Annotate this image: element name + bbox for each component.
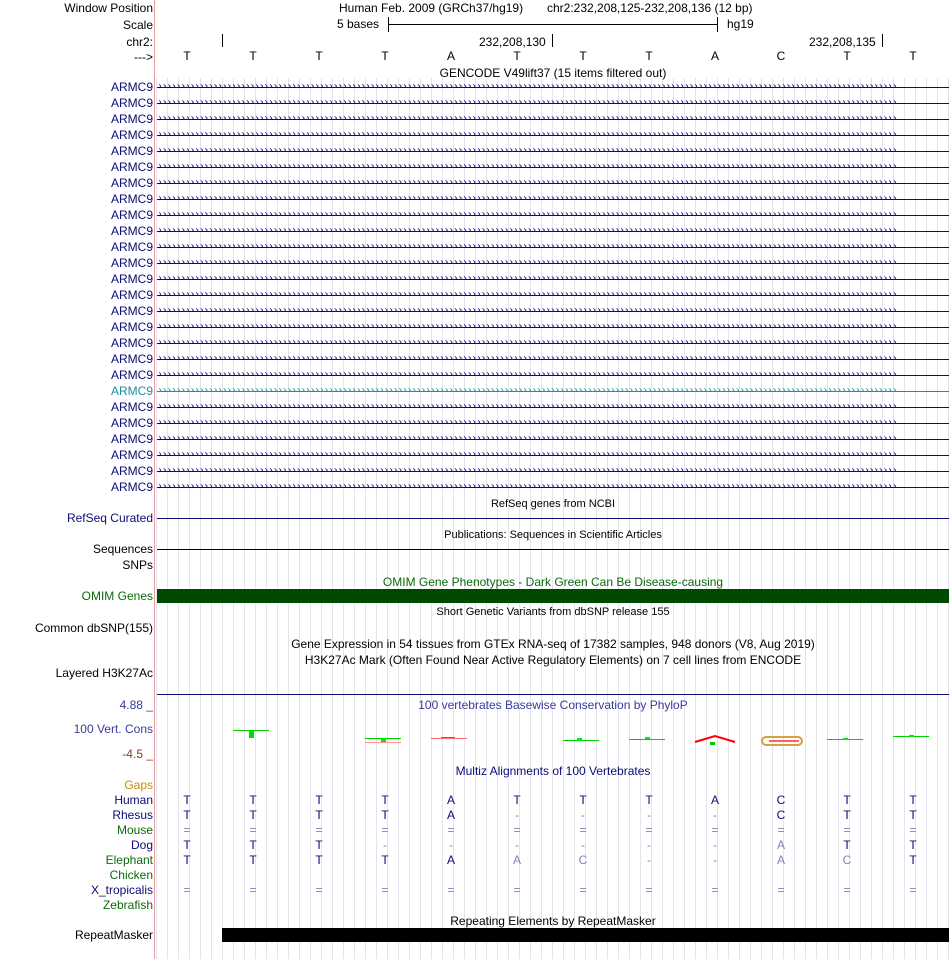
gencode-transcript[interactable]: ›››››››››››››››››››››››››››››››››››››››››››››››››››››››››››››››››››››››››››››››››››››››››››››››››››››››››››››››››››››››››››››››››››››››››››››››››››››››››››››››› — [157, 272, 949, 286]
multiz-base: - — [515, 838, 519, 852]
multiz-base: = — [843, 823, 851, 837]
gencode-transcript[interactable]: ›››››››››››››››››››››››››››››››››››››››››››››››››››››››››››››››››››››››››››››››››››››››››››››››››››››››››››››››››››››››››››››››››››››››››››››››››››››››››››››››› — [157, 432, 949, 446]
gencode-gene-label[interactable]: ARMC9 — [110, 176, 153, 190]
multiz-species-label[interactable]: Gaps — [124, 778, 153, 792]
multiz-species-label[interactable]: Human — [114, 793, 153, 807]
multiz-base: T — [909, 808, 917, 822]
gencode-gene-label[interactable]: ARMC9 — [110, 272, 153, 286]
base-letter: C — [776, 49, 786, 63]
omim-gene-bar[interactable] — [157, 589, 949, 603]
gencode-gene-label[interactable]: ARMC9 — [110, 304, 153, 318]
multiz-base: - — [383, 838, 387, 852]
dbsnp-label[interactable]: Common dbSNP(155) — [34, 621, 153, 635]
multiz-base: T — [645, 793, 653, 807]
phylop-bar — [827, 738, 863, 740]
multiz-species-label[interactable]: Chicken — [109, 868, 153, 882]
multiz-base: = — [249, 883, 257, 897]
multiz-base: T — [249, 853, 257, 867]
multiz-base: A — [776, 838, 785, 852]
strand-label[interactable]: ---> — [134, 50, 153, 64]
phylop-track-title[interactable]: 100 vertebrates Basewise Conservation by PhyloP — [418, 698, 688, 712]
scale-label: Scale — [122, 18, 153, 32]
position-text[interactable]: chr2:232,208,125-232,208,136 (12 bp) — [547, 1, 753, 15]
multiz-base: T — [249, 838, 257, 852]
multiz-base: - — [713, 853, 717, 867]
phylop-max-label: 4.88 _ — [119, 698, 153, 712]
phylop-bar — [762, 737, 802, 745]
multiz-base: = — [249, 823, 257, 837]
gencode-transcript[interactable]: ›››››››››››››››››››››››››››››››››››››››››››››››››››››››››››››››››››››››››››››››››››››››››››››››››››››››››››››››››››››››››››››››››››››››››››››››››››››››››››››››› — [157, 128, 949, 142]
base-letter: T — [645, 49, 653, 63]
base-letter: T — [909, 49, 917, 63]
gencode-transcript[interactable]: ›››››››››››››››››››››››››››››››››››››››››››››››››››››››››››››››››››››››››››››››››››››››››››››››››››››››››››››››››››››››››››››››››››››››››››››››››››››››››››››››› — [157, 336, 949, 350]
gencode-gene-label[interactable]: ARMC9 — [110, 448, 153, 462]
omim-label[interactable]: OMIM Genes — [81, 589, 153, 603]
gencode-transcript[interactable]: ›››››››››››››››››››››››››››››››››››››››››››››››››››››››››››››››››››››››››››››››››››››››››››››››››››››››››››››››››››››››››››››››››››››››››››››››››››››››››››››››› — [157, 480, 949, 494]
multiz-base: = — [447, 883, 455, 897]
gencode-transcript[interactable]: ›››››››››››››››››››››››››››››››››››››››››››››››››››››››››››››››››››››››››››››››››››››››››››››››››››››››››››››››››››››››››››››››››››››››››››››››››››››››››››››››› — [157, 256, 949, 270]
gencode-transcript[interactable]: ›››››››››››››››››››››››››››››››››››››››››››››››››››››››››››››››››››››››››››››››››››››››››››››››››››››››››››››››››››››››››››››››››››››››››››››››››››››››››››››››› — [157, 144, 949, 158]
gencode-gene-label[interactable]: ARMC9 — [110, 224, 153, 238]
gencode-transcript[interactable]: ›››››››››››››››››››››››››››››››››››››››››››››››››››››››››››››››››››››››››››››››››››››››››››››››››››››››››››››››››››››››››››››››››››››››››››››››››››››››››››››››› — [157, 96, 949, 110]
gencode-transcript[interactable]: ›››››››››››››››››››››››››››››››››››››››››››››››››››››››››››››››››››››››››››››››››››››››››››››››››››››››››››››››››››››››››››››››››››››››››››››››››››››››››››››››› — [157, 288, 949, 302]
multiz-base: C — [776, 793, 786, 807]
window-position-label: Window Position — [64, 1, 153, 15]
multiz-base: = — [381, 823, 389, 837]
refseq-label[interactable]: RefSeq Curated — [66, 511, 153, 525]
multiz-base: T — [315, 793, 323, 807]
multiz-base: = — [645, 823, 653, 837]
multiz-species-label[interactable]: Elephant — [105, 853, 153, 867]
gencode-gene-label[interactable]: ARMC9 — [110, 256, 153, 270]
multiz-base: - — [713, 838, 717, 852]
multiz-base: T — [183, 838, 191, 852]
multiz-base: T — [315, 838, 323, 852]
multiz-base: = — [909, 823, 917, 837]
multiz-base: T — [315, 808, 323, 822]
gencode-gene-label[interactable]: ARMC9 — [110, 464, 153, 478]
multiz-base: C — [578, 853, 588, 867]
gencode-gene-label[interactable]: ARMC9 — [110, 384, 153, 398]
multiz-species-label[interactable]: X_tropicalis — [90, 883, 153, 897]
multiz-base: A — [446, 808, 455, 822]
gencode-gene-label[interactable]: ARMC9 — [110, 320, 153, 334]
multiz-base: A — [512, 853, 521, 867]
multiz-base: = — [579, 883, 587, 897]
repeatmasker-element[interactable] — [222, 928, 949, 942]
multiz-base: - — [647, 853, 651, 867]
multiz-base: C — [776, 808, 786, 822]
gencode-gene-label[interactable]: ARMC9 — [110, 96, 153, 110]
phylop-min-label: -4.5 _ — [122, 747, 153, 761]
multiz-base: T — [381, 793, 389, 807]
gencode-gene-label[interactable]: ARMC9 — [110, 160, 153, 174]
base-letter: T — [183, 49, 191, 63]
repeatmasker-track-title[interactable]: Repeating Elements by RepeatMasker — [450, 914, 656, 928]
multiz-base: = — [513, 823, 521, 837]
multiz-base: T — [315, 853, 323, 867]
multiz-track-title[interactable]: Multiz Alignments of 100 Vertebrates — [455, 764, 651, 778]
publications-line[interactable] — [157, 549, 949, 550]
multiz-base: = — [315, 883, 323, 897]
phylop-bar — [233, 730, 269, 738]
phylop-bar — [563, 738, 599, 741]
multiz-base: T — [843, 808, 851, 822]
base-letter: A — [446, 49, 455, 63]
ruler-tick-label-2: 232,208,135 — [809, 35, 876, 49]
scale-db: hg19 — [727, 17, 754, 31]
omim-track-title[interactable]: OMIM Gene Phenotypes - Dark Green Can Be Disease-causing — [382, 575, 724, 589]
ruler-tick — [552, 34, 553, 47]
gencode-transcript[interactable]: ›››››››››››››››››››››››››››››››››››››››››››››››››››››››››››››››››››››››››››››››››››››››››››››››››››››››››››››››››››››››››››››››››››››››››››››››››››››››››››››››› — [157, 384, 949, 398]
gencode-transcript[interactable]: ›››››››››››››››››››››››››››››››››››››››››››››››››››››››››››››››››››››››››››››››››››››››››››››››››››››››››››››››››››››››››››››››››››››››››››››››››››››››››››››››› — [157, 240, 949, 254]
chrom-label: chr2: — [126, 35, 153, 49]
gencode-transcript[interactable]: ›››››››››››››››››››››››››››››››››››››››››››››››››››››››››››››››››››››››››››››››››››››››››››››››››››››››››››››››››››››››››››››››››››››››››››››››››››››››››››››››› — [157, 352, 949, 366]
multiz-base: T — [909, 853, 917, 867]
gtex-track-title[interactable]: Gene Expression in 54 tissues from GTEx RNA-seq of 17382 samples, 948 donors (V8, Aug 2019) — [291, 637, 815, 651]
base-letter: T — [579, 49, 587, 63]
multiz-base: T — [183, 853, 191, 867]
phylop-bar — [431, 737, 467, 739]
dbsnp-track-title[interactable]: Short Genetic Variants from dbSNP release 155 — [436, 606, 670, 618]
multiz-base: - — [647, 808, 651, 822]
phylop-label[interactable]: 100 Vert. Cons — [73, 722, 153, 736]
refseq-track-title[interactable]: RefSeq genes from NCBI — [490, 498, 616, 510]
multiz-base: - — [647, 838, 651, 852]
gencode-gene-label[interactable]: ARMC9 — [110, 336, 153, 350]
ruler-tick — [222, 34, 223, 47]
multiz-base: = — [909, 883, 917, 897]
gencode-transcript[interactable]: ›››››››››››››››››››››››››››››››››››››››››››››››››››››››››››››››››››››››››››››››››››››››››››››››››››››››››››››››››››››››››››››››››››››››››››››››››››››››››››››››› — [157, 320, 949, 334]
gencode-transcript[interactable]: ›››››››››››››››››››››››››››››››››››››››››››››››››››››››››››››››››››››››››››››››››››››››››››››››››››››››››››››››››››››››››››››››››››››››››››››››››››››››››››››››› — [157, 112, 949, 126]
gencode-transcript[interactable]: ›››››››››››››››››››››››››››››››››››››››››››››››››››››››››››››››››››››››››››››››››››››››››››››››››››››››››››››››››››››››››››››››››››››››››››››››››››››››››››››››› — [157, 224, 949, 238]
multiz-base: - — [449, 838, 453, 852]
multiz-species-label[interactable]: Mouse — [116, 823, 153, 837]
gencode-transcript[interactable]: ›››››››››››››››››››››››››››››››››››››››››››››››››››››››››››››››››››››››››››››››››››››››››››››››››››››››››››››››››››››››››››››››››››››››››››››››››››››››››››››››› — [157, 464, 949, 478]
gencode-transcript[interactable]: ›››››››››››››››››››››››››››››››››››››››››››››››››››››››››››››››››››››››››››››››››››››››››››››››››››››››››››››››››››››››››››››››››››››››››››››››››››››››››››››››› — [157, 160, 949, 174]
multiz-base: = — [447, 823, 455, 837]
refseq-line[interactable] — [157, 518, 949, 519]
gencode-gene-label[interactable]: ARMC9 — [110, 480, 153, 494]
multiz-species-label[interactable]: Dog — [130, 838, 153, 852]
multiz-base: = — [777, 883, 785, 897]
publications-snps-label[interactable]: SNPs — [122, 558, 153, 572]
gencode-track-title[interactable]: GENCODE V49lift37 (15 items filtered out) — [439, 66, 667, 80]
multiz-base: A — [776, 853, 785, 867]
phylop-bar — [695, 736, 735, 745]
multiz-base: = — [711, 883, 719, 897]
multiz-base: = — [711, 823, 719, 837]
multiz-species-label[interactable]: Zebrafish — [102, 898, 153, 912]
gencode-transcript[interactable]: ›››››››››››››››››››››››››››››››››››››››››››››››››››››››››››››››››››››››››››››››››››››››››››››››››››››››››››››››››››››››››››››››››››››››››››››››››››››››››››››››› — [157, 176, 949, 190]
gencode-transcript[interactable]: ›››››››››››››››››››››››››››››››››››››››››››››››››››››››››››››››››››››››››››››››››››››››››››››››››››››››››››››››››››››››››››››››››››››››››››››››››››››››››››››››› — [157, 416, 949, 430]
multiz-base: - — [581, 838, 585, 852]
multiz-base: - — [713, 808, 717, 822]
multiz-base: A — [446, 853, 455, 867]
multiz-base: T — [381, 853, 389, 867]
multiz-base: = — [579, 823, 587, 837]
h3k27ac-label[interactable]: Layered H3K27Ac — [55, 666, 153, 680]
gencode-gene-label[interactable]: ARMC9 — [110, 240, 153, 254]
gencode-gene-label[interactable]: ARMC9 — [110, 112, 153, 126]
multiz-base: = — [183, 883, 191, 897]
ruler-tick-label-1: 232,208,130 — [479, 35, 546, 49]
multiz-base: - — [581, 808, 585, 822]
publications-track-title[interactable]: Publications: Sequences in Scientific Articles — [444, 529, 662, 541]
multiz-base: A — [710, 793, 719, 807]
phylop-bar — [893, 735, 929, 737]
h3k27ac-baseline — [157, 694, 949, 695]
base-letter: T — [381, 49, 389, 63]
repeatmasker-label[interactable]: RepeatMasker — [74, 928, 153, 942]
multiz-base: T — [183, 808, 191, 822]
multiz-base: T — [249, 808, 257, 822]
gencode-gene-label[interactable]: ARMC9 — [110, 288, 153, 302]
gencode-transcript[interactable]: ›››››››››››››››››››››››››››››››››››››››››››››››››››››››››››››››››››››››››››››››››››››››››››››››››››››››››››››››››››››››››››››››››››››››››››››››››››››››››››››››› — [157, 208, 949, 222]
gencode-gene-label[interactable]: ARMC9 — [110, 368, 153, 382]
gencode-gene-label[interactable]: ARMC9 — [110, 192, 153, 206]
gencode-transcript[interactable]: ›››››››››››››››››››››››››››››››››››››››››››››››››››››››››››››››››››››››››››››››››››››››››››››››››››››››››››››››››››››››››››››››››››››››››››››››››››››››››››››››› — [157, 80, 949, 94]
gencode-transcript[interactable]: ›››››››››››››››››››››››››››››››››››››››››››››››››››››››››››››››››››››››››››››››››››››››››››››››››››››››››››››››››››››››››››››››››››››››››››››››››››››››››››››››› — [157, 304, 949, 318]
multiz-base: T — [909, 793, 917, 807]
gencode-gene-label[interactable]: ARMC9 — [110, 416, 153, 430]
multiz-base: = — [183, 823, 191, 837]
base-letter: T — [315, 49, 323, 63]
base-letter: T — [843, 49, 851, 63]
multiz-base: T — [579, 793, 587, 807]
multiz-base: = — [315, 823, 323, 837]
gencode-gene-label[interactable]: ARMC9 — [110, 128, 153, 142]
gencode-gene-label[interactable]: ARMC9 — [110, 432, 153, 446]
multiz-base: T — [843, 793, 851, 807]
multiz-base: C — [842, 853, 852, 867]
gencode-transcript[interactable]: ›››››››››››››››››››››››››››››››››››››››››››››››››››››››››››››››››››››››››››››››››››››››››››››››››››››››››››››››››››››››››››››››››››››››››››››››››››››››››››››››› — [157, 448, 949, 462]
gencode-gene-label[interactable]: ARMC9 — [110, 80, 153, 94]
label-divider — [154, 0, 155, 959]
multiz-base: = — [645, 883, 653, 897]
gencode-transcript[interactable]: ›››››››››››››››››››››››››››››››››››››››››››››››››››››››››››››››››››››››››››››››››››››››››››››››››››››››››››››››››››››››››››››››››››››››››››››››››››››››››››››››› — [157, 368, 949, 382]
scale-bar — [388, 17, 718, 32]
multiz-base: = — [381, 883, 389, 897]
ruler-tick — [882, 34, 883, 47]
multiz-base: T — [909, 838, 917, 852]
assembly-text: Human Feb. 2009 (GRCh37/hg19) — [339, 1, 524, 15]
base-letter: T — [513, 49, 521, 63]
gencode-gene-label[interactable]: ARMC9 — [110, 144, 153, 158]
phylop-bar — [365, 738, 401, 743]
multiz-species-label[interactable]: Rhesus — [112, 808, 153, 822]
gencode-gene-label[interactable]: ARMC9 — [110, 352, 153, 366]
multiz-base: = — [513, 883, 521, 897]
multiz-base: - — [515, 808, 519, 822]
gencode-transcript[interactable]: ›››››››››››››››››››››››››››››››››››››››››››››››››››››››››››››››››››››››››››››››››››››››››››››››››››››››››››››››››››››››››››››››››››››››››››››››››››››››››››››››› — [157, 400, 949, 414]
multiz-base: = — [777, 823, 785, 837]
publications-sequences-label[interactable]: Sequences — [92, 542, 153, 556]
gencode-gene-label[interactable]: ARMC9 — [110, 400, 153, 414]
multiz-base: = — [843, 883, 851, 897]
multiz-base: T — [183, 793, 191, 807]
scale-text: 5 bases — [337, 17, 380, 31]
multiz-base: A — [446, 793, 455, 807]
multiz-base: T — [513, 793, 521, 807]
multiz-base: T — [381, 808, 389, 822]
base-letter: A — [710, 49, 719, 63]
multiz-base: T — [249, 793, 257, 807]
h3k27ac-track-title[interactable]: H3K27Ac Mark (Often Found Near Active Regulatory Elements) on 7 cell lines from ENCODE — [304, 653, 802, 667]
multiz-base: T — [843, 838, 851, 852]
phylop-graph[interactable] — [157, 725, 949, 747]
base-letter: T — [249, 49, 257, 63]
phylop-bar — [629, 737, 665, 740]
gencode-transcript[interactable]: ›››››››››››››››››››››››››››››››››››››››››››››››››››››››››››››››››››››››››››››››››››››››››››››››››››››››››››››››››››››››››››››››››››››››››››››››››››››››››››››››› — [157, 192, 949, 206]
gencode-gene-label[interactable]: ARMC9 — [110, 208, 153, 222]
